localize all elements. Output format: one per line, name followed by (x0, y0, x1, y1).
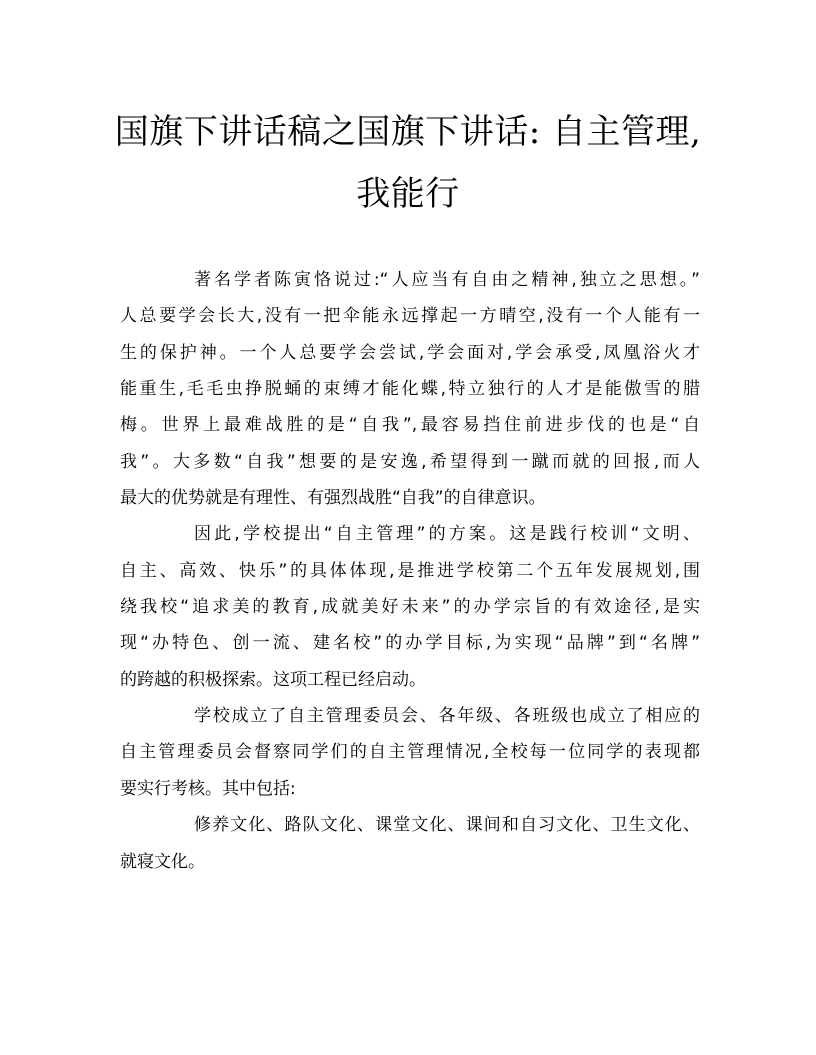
document-body (120, 262, 700, 880)
paragraph-line: 生的保护神。一个人总要学会尝试,学会面对,学会承受,凤凰浴火才 (120, 342, 700, 363)
paragraph-line: 著名学者陈寅恪说过:“人应当有自由之精神,独立之思想。” (194, 270, 700, 290)
paragraph-line: 人总要学会长大,没有一把伞能永远撑起一方晴空,没有一个人能有一 (120, 306, 700, 327)
document-title-line-1: 国旗下讲话稿之国旗下讲话: 自主管理, (114, 112, 702, 152)
paragraph-line: 的跨越的积极探索。这项工程已经启动。 (120, 669, 426, 690)
paragraph-line: 能重生,毛毛虫挣脱蛹的束缚才能化蝶,特立独行的人才是能傲雪的腊 (120, 379, 700, 400)
document-title-line-2: 我能行 (356, 174, 460, 214)
paragraph-1 (120, 262, 700, 516)
paragraph-line: 因此,学校提出“自主管理”的方案。这是践行校训“文明、 (194, 524, 700, 545)
paragraph-line: 我”。大多数“自我”想要的是安逸,希望得到一蹴而就的回报,而人 (120, 451, 700, 472)
paragraph-line: 修养文化、路队文化、课堂文化、课间和自习文化、卫生文化、 (194, 815, 700, 836)
paragraph-line: 学校成立了自主管理委员会、各年级、各班级也成立了相应的 (194, 706, 700, 727)
paragraph-line: 自主管理委员会督察同学们的自主管理情况,全校每一位同学的表现都 (120, 742, 700, 763)
paragraph-line: 要实行考核。其中包括: (120, 778, 296, 799)
paragraph-line: 就寝文化。 (120, 851, 205, 872)
paragraph-line: 梅。世界上最难战胜的是“自我”,最容易挡住前进步伐的也是“自 (120, 415, 700, 436)
paragraph-line: 自主、高效、快乐”的具体体现,是推进学校第二个五年发展规划,围 (120, 560, 700, 581)
paragraph-2 (120, 516, 700, 698)
paragraph-line: 绕我校“追求美的教育,成就美好未来”的办学宗旨的有效途径,是实 (120, 597, 700, 618)
paragraph-3 (120, 698, 700, 807)
paragraph-line: 最大的优势就是有理性、有强烈战胜“自我”的自律意识。 (120, 488, 546, 509)
paragraph-line: 现“办特色、创一流、建名校”的办学目标,为实现“品牌”到“名牌” (120, 633, 700, 654)
paragraph-4 (120, 807, 700, 880)
